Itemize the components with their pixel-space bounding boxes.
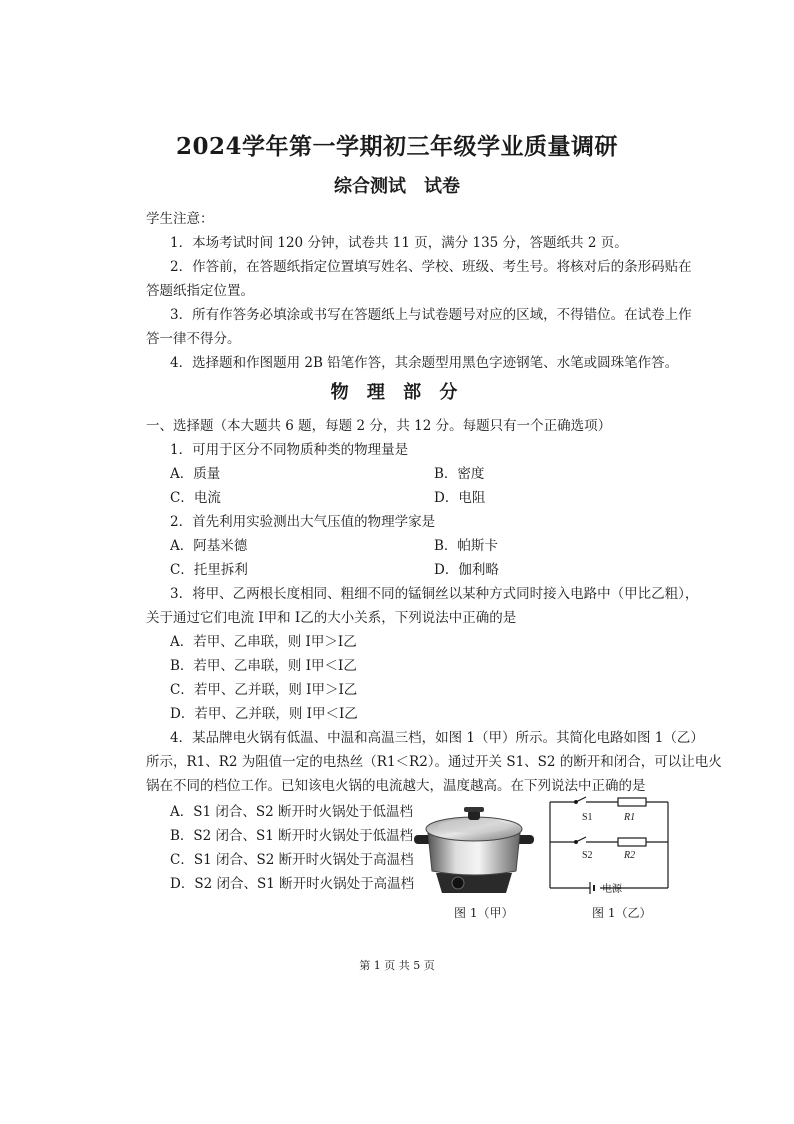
hot-pot-image <box>408 795 540 897</box>
q3-stem-line1: 3．将甲、乙两根长度相同、粗细不同的锰铜丝以某种方式同时接入电路中（甲比乙粗）， <box>170 586 699 602</box>
q4-stem-line2: 所示，R1、R2 为阻值一定的电热丝（R1＜R2）。通过开关 S1、S2 的断开和闭合，可以让电火 <box>146 754 722 770</box>
notice-item: 答一律不得分。 <box>146 331 241 347</box>
q1-stem: 1．可用于区分不同物质种类的物理量是 <box>170 442 409 458</box>
q4-option-b: B．S2 闭合、S1 断开时火锅处于低温档 <box>170 828 414 844</box>
notice-item: 1．本场考试时间 120 分钟，试卷共 11 页，满分 135 分，答题纸共 2 页。 <box>170 235 628 251</box>
q3-option-d: D．若甲、乙并联，则 I甲＜I乙 <box>170 706 358 722</box>
circuit-source-label: 电源 <box>602 884 622 895</box>
q2-option-d: D．伽利略 <box>434 562 499 578</box>
q4-option-c: C．S1 闭合、S2 断开时火锅处于高温档 <box>170 852 414 868</box>
notice-item: 3．所有作答务必填涂或书写在答题纸上与试卷题号对应的区域，不得错位。在试卷上作 <box>170 307 692 323</box>
circuit-r1-label: R1 <box>624 812 636 823</box>
q3-option-c: C．若甲、乙并联，则 I甲＞I乙 <box>170 682 358 698</box>
part1-heading: 一、选择题（本大题共 6 题，每题 2 分，共 12 分。每题只有一个正确选项） <box>146 418 612 434</box>
page-footer: 第 1 页 共 5 页 <box>359 959 435 972</box>
circuit-diagram <box>546 796 674 896</box>
q2-option-b: B．帕斯卡 <box>434 538 498 554</box>
section-title: 物 理 部 分 <box>330 382 464 403</box>
circuit-s2-label: S2 <box>582 850 593 861</box>
paper-subtitle: 综合测试 试卷 <box>334 176 460 197</box>
q3-option-a: A．若甲、乙串联，则 I甲＞I乙 <box>170 634 357 650</box>
notice-item: 答题纸指定位置。 <box>146 283 254 299</box>
q1-option-a: A．质量 <box>170 466 221 482</box>
circuit-r2-label: R2 <box>624 850 636 861</box>
q3-stem-line2: 关于通过它们电流 I甲和 I乙的大小关系，下列说法中正确的是 <box>146 610 517 626</box>
q4-stem-line1: 4．某品牌电火锅有低温、中温和高温三档，如图 1（甲）所示。其简化电路如图 1（乙） <box>170 730 704 746</box>
figure-1a-caption: 图 1（甲） <box>454 906 514 920</box>
figure-1b-caption: 图 1（乙） <box>592 906 652 920</box>
q4-option-d: D．S2 闭合、S1 断开时火锅处于高温档 <box>170 876 415 892</box>
q4-option-a: A．S1 闭合、S2 断开时火锅处于低温档 <box>170 804 414 820</box>
circuit-s1-label: S1 <box>582 812 593 823</box>
q2-stem: 2．首先利用实验测出大气压值的物理学家是 <box>170 514 436 530</box>
paper-title: 2024学年第一学期初三年级学业质量调研 <box>175 133 618 160</box>
q1-option-b: B．密度 <box>434 466 485 482</box>
q2-option-c: C．托里拆利 <box>170 562 248 578</box>
q3-option-b: B．若甲、乙串联，则 I甲＜I乙 <box>170 658 357 674</box>
q2-option-a: A．阿基米德 <box>170 538 248 554</box>
q4-stem-line3: 锅在不同的档位工作。已知该电火锅的电流越大，温度越高。在下列说法中正确的是 <box>146 778 646 794</box>
q1-option-c: C．电流 <box>170 490 221 506</box>
notice-item: 4．选择题和作图题用 2B 铅笔作答，其余题型用黑色字迹钢笔、水笔或圆珠笔作答。 <box>170 355 679 371</box>
notice-heading: 学生注意： <box>146 211 214 227</box>
notice-item: 2．作答前，在答题纸指定位置填写姓名、学校、班级、考生号。将核对后的条形码贴在 <box>170 259 692 275</box>
q1-option-d: D．电阻 <box>434 490 486 506</box>
